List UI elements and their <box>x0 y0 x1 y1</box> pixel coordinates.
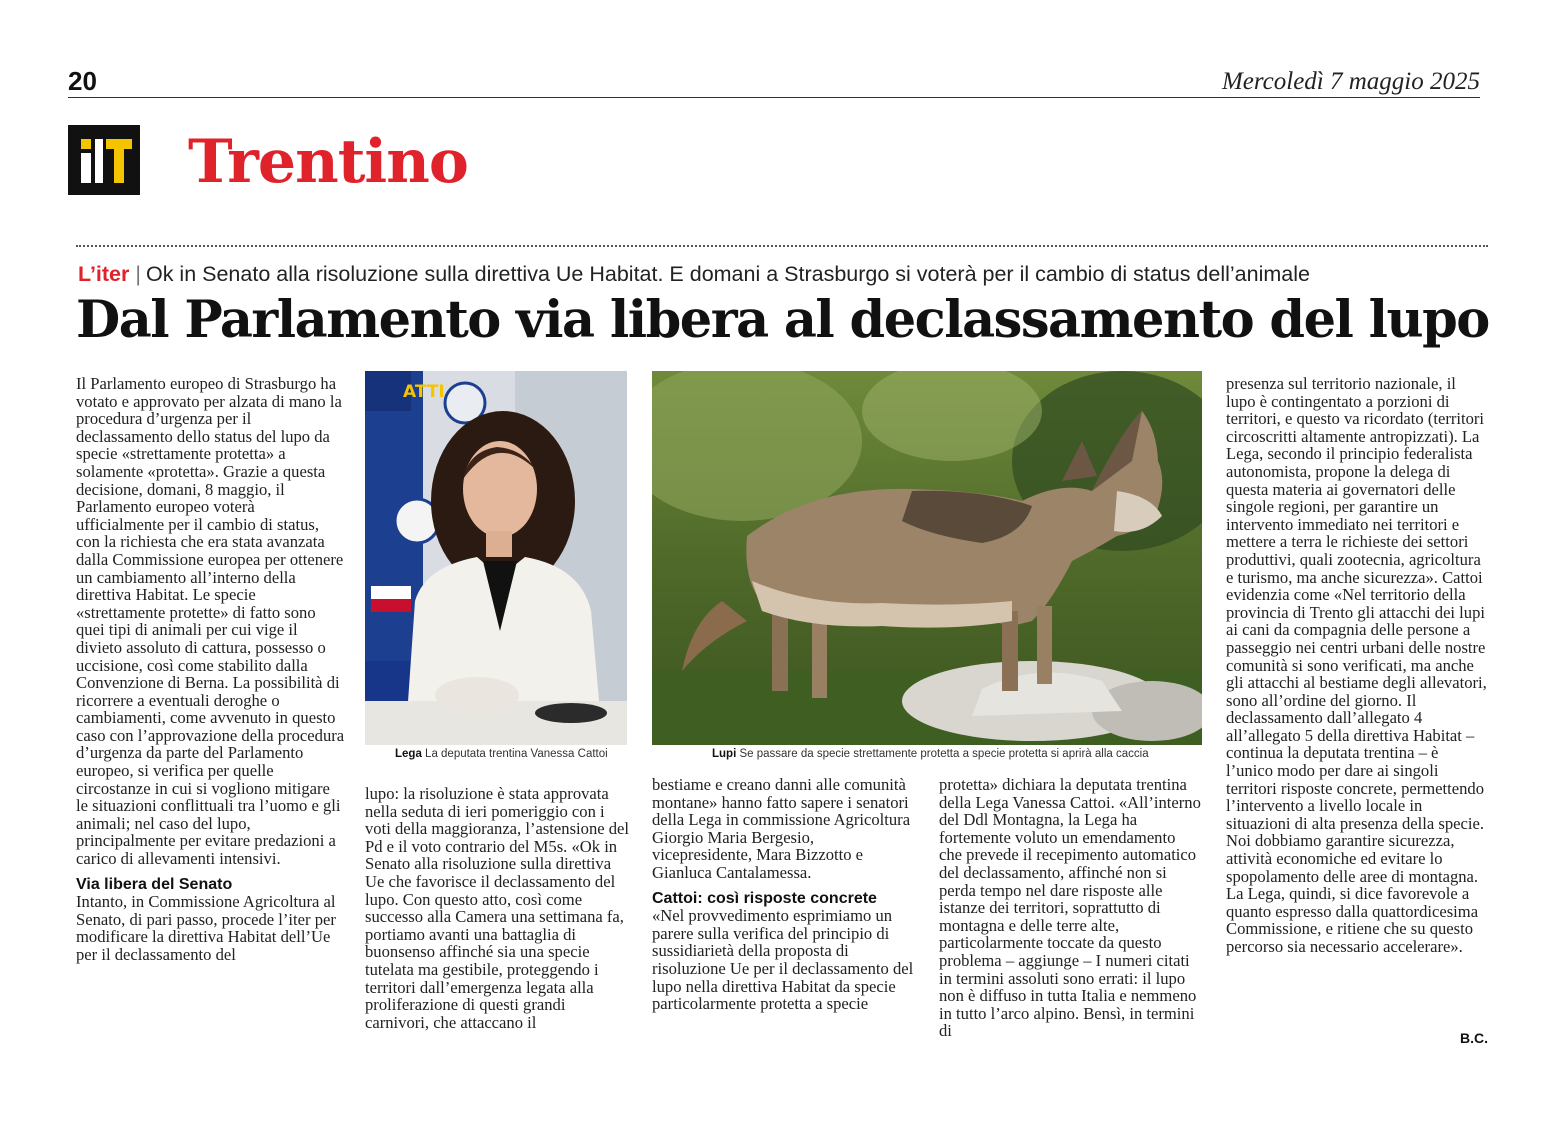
header-rule <box>68 97 1480 98</box>
body-paragraph: Il Parlamento europeo di Strasburgo ha votato e approvato per alzata di mano la procedura d’urgenza per il declassamento dello status del lupo da specie «strettamente protetta» a solamente «protetta». Grazie a questa decisione, domani, 8 maggio, il Parlamento europeo voterà ufficialmente per il cambio di status, con la richiesta che era stata avanzata dalla Commissione europea per ottenere un cambiamento all’interno della direttiva Habitat. Le specie «strettamente protette» di fatto sono quei tipi di animali per cui vige il divieto assoluto di cattura, possesso o uccisione, così come stabilito dalla Convenzione di Berna. La possibilità di ricorrere a eventuali deroghe o cambiamenti, come avvenuto in questo caso con l’approvazione della procedura d’urgenza da parte del Parlamento europeo, si verifica per quelle circostanze in cui si vogliono mitigare le situazioni conflittuali tra l’uomo e gli animali; nel caso del lupo, principalmente per evitare predazioni a carico di allevamenti intensivi. <box>76 374 345 869</box>
column-5 <box>1226 375 1488 956</box>
article-kicker: L’iter | Ok in Senato alla risoluzione sulla direttiva Ue Habitat. E domani a Strasburgo si voterà per il cambio di status dell’animale <box>78 262 1310 286</box>
photo-wolf <box>652 371 1202 745</box>
article-headline: Dal Parlamento via libera al declassamento del lupo <box>76 290 1489 350</box>
photo-caption-wolf <box>712 748 1149 760</box>
author-signature: B.C. <box>1460 1030 1488 1046</box>
newspaper-logo <box>68 125 140 195</box>
column-3 <box>652 776 916 1013</box>
page-number: 20 <box>68 66 97 96</box>
column-2 <box>365 785 631 1031</box>
body-paragraph: presenza sul territorio nazionale, il lupo è contingentato a porzioni di territori, e questo va ricordato (territori circoscritti altamente antropizzati). La Lega, secondo il principio federalista autonomista, propone la delega di questa materia ai governatori delle singole regioni, per garantire un intervento immediato nei territori e mettere a terra le richieste dei settori produttivi, quali zootecnia, agricoltura e turismo, ma anche sicurezza». Cattoi evidenzia come «Nel territorio della provincia di Trento gli attacchi dei lupi ai cani da compagnia delle persone a passeggio nei centri urbani delle nostre comunità si sono verificati, ma anche gli attacchi al bestiame degli allevatori, sono all’ordine del giorno. Il declassamento dall’allegato 4 all’allegato 5 della direttiva Habitat – continua la deputata trentina – è l’unico modo per dare ai singoli territori risposte concrete, permettendo l’intervento a livello locale in situazioni di alta presenza della specie. Noi dobbiamo garantire sicurezza, attività economiche ed evitare lo spopolamento delle aree di montagna. La Lega, quindi, si dice favorevole a quanto espresso dalla quattordicesima Commissione, e ritiene che su questo percorso sia necessario accelerare». <box>1226 374 1487 956</box>
body-paragraph: protetta» dichiara la deputata trentina della Lega Vanessa Cattoi. «All’interno del Ddl Montagna, la Lega ha fortemente voluto un emendamento che prevede il recepimento automatico del declassamento, affinché non si perda tempo nel dare risposte alle istanze dei territori, soprattutto di montagna e delle terre alte, particolarmente toccate da questo problema – aggiunge – I numeri citati in termini assoluti sono errati: il lupo non è diffuso in tutta Italia e nemmeno in tutto l’arco alpino. Bensì, in termini di <box>939 775 1201 1041</box>
backdrop-text: ATTI <box>403 382 445 402</box>
dotted-divider <box>76 245 1488 247</box>
body-paragraph: «Nel provvedimento esprimiamo un parere sulla verifica del principio di sussidiarietà della proposta di risoluzione Ue per il declassamento del lupo nella direttiva Habitat da specie particolarmente protetta a specie <box>652 906 914 1014</box>
caption-text: La deputata trentina Vanessa Cattoi <box>425 748 608 760</box>
column-1 <box>76 375 346 964</box>
body-paragraph: bestiame e creano danni alle comunità montane» hanno fatto sapere i senatori della Lega in commissione Agricoltura Giorgio Maria Bergesio, vicepresidente, Mara Bizzotto e Gianluca Cantalamessa. <box>652 775 911 882</box>
body-paragraph: Intanto, in Commissione Agricoltura al Senato, di pari passo, procede l’iter per modificare la direttiva Habitat dell’Ue per il declassamento del <box>76 892 336 964</box>
issue-date: Mercoledì 7 maggio 2025 <box>1221 68 1480 95</box>
column-4 <box>939 776 1201 1040</box>
kicker-text: Ok in Senato alla risoluzione sulla direttiva Ue Habitat. E domani a Strasburgo si voterà per il cambio di status dell’animale <box>145 262 1310 286</box>
caption-label: Lupi <box>712 748 737 760</box>
subheading-cattoi: Cattoi: così risposte concrete <box>652 889 877 907</box>
photo-deputy <box>365 371 627 745</box>
kicker-label: L’iter <box>78 262 130 286</box>
caption-text: Se passare da specie strettamente protetta a specie protetta si aprirà alla caccia <box>739 748 1149 760</box>
caption-label: Lega <box>395 748 422 760</box>
photo-caption-deputy <box>395 748 608 760</box>
body-paragraph: lupo: la risoluzione è stata approvata nella seduta di ieri pomeriggio con i voti della maggioranza, l’astensione del Pd e il voto contrario del M5s. «Ok in Senato alla risoluzione sulla direttiva Ue che favorisce il declassamento del lupo. Con questo atto, così come successo alla Camera una settimana fa, portiamo avanti una battaglia di buonsenso affinché sia una specie tutelata ma gestibile, proteggendo i territori dall’emergenza legata alla proliferazione di questi grandi carnivori, che attaccano il <box>365 784 630 1032</box>
subheading-senate: Via libera del Senato <box>76 875 233 893</box>
section-title: Trentino <box>188 127 468 197</box>
